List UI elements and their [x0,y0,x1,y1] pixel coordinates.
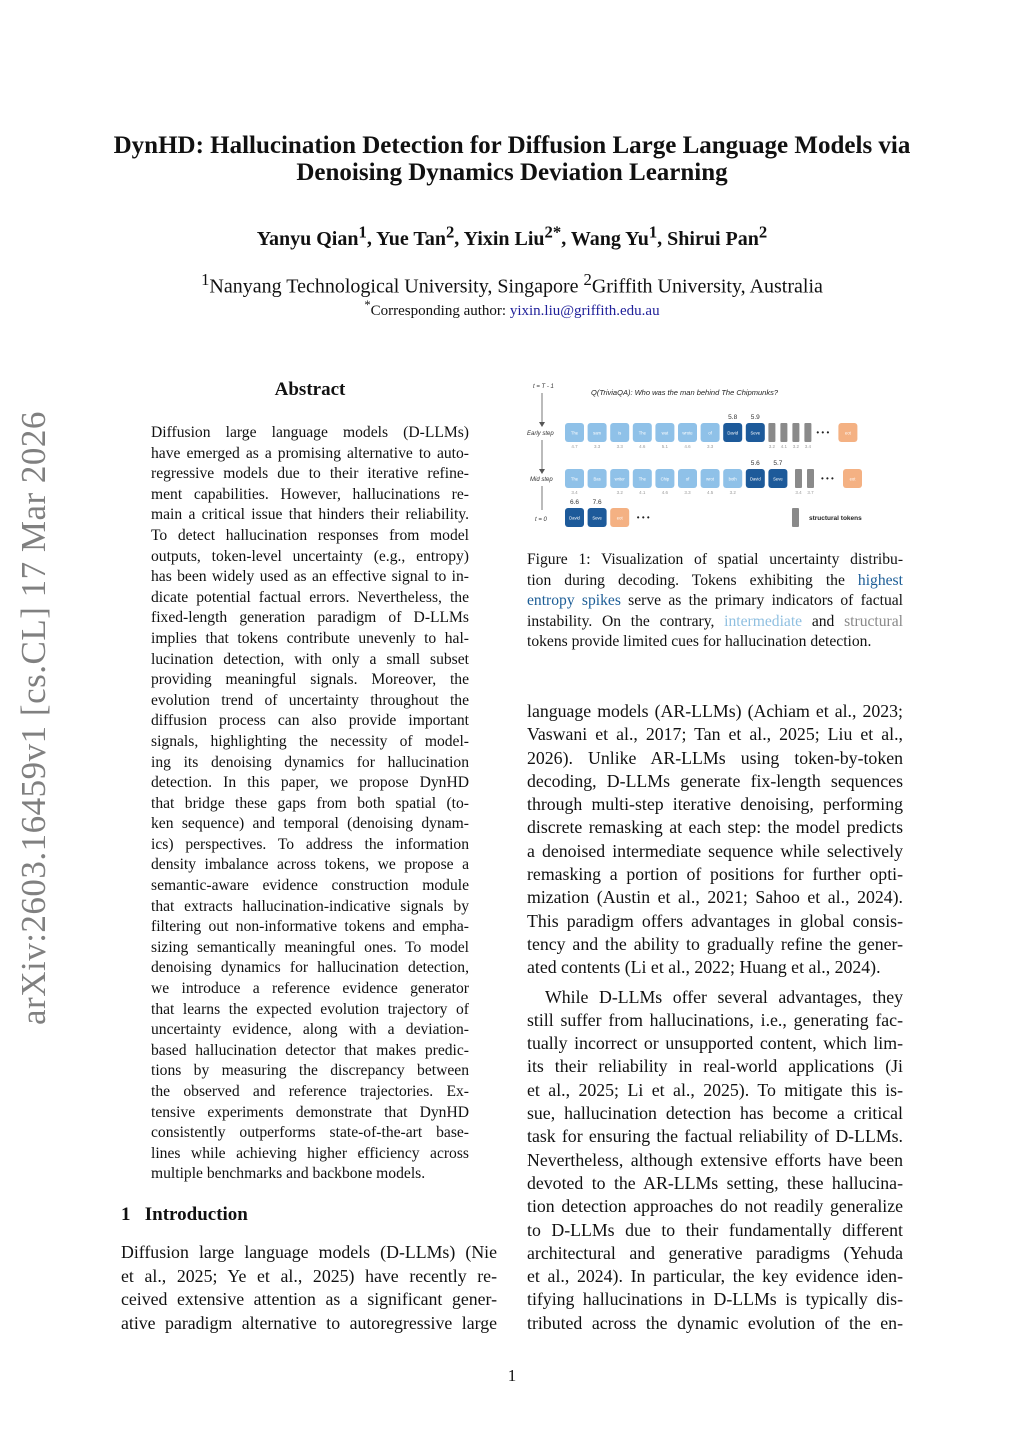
text-line: ated contents (Li et al., 2022; Huang et al., 2024). [527,957,881,978]
intermediate-token-label: of [685,476,690,482]
abstract-line: density imbalance across tokens, we propose a [151,856,469,874]
text-line: Vaswani et al., 2017; Tan et al., 2025; Liu et al., [527,724,903,745]
entropy-spike-token-label: David [749,476,761,482]
structural-token [792,423,799,442]
token-entropy-value: 4.1 [639,490,646,495]
intermediate-token-label: The [638,430,646,436]
caption-line: instability. On the contrary, intermediate and structural [527,612,903,630]
text-line: This paradigm offers advantages in global consis- [527,910,903,931]
text-line: decoding, D-LLMs generate fix-length sequences [527,770,903,791]
author: Wang Yu$^1$ [570,222,658,250]
text-line: Diffusion large language models (D-LLMs) (Nie [121,1242,497,1262]
abstract-line: fixed-length generation paradigm of D-LLMs [151,609,469,627]
arxiv-identifier: arXiv:2603.16459v1 [cs.CL] 17 Mar 2026 [14,411,53,1025]
text-line: ative paradigm alternative to autoregressive large [121,1312,497,1333]
abstract-line: ing its denoising dynamics for hallucination [151,753,469,771]
structural-token [807,469,814,488]
abstract-line: dicate potential factual errors. Nevertheless, the [151,588,469,606]
abstract-line: ment capabilities. However, hallucinations re- [151,485,469,503]
mid-step-tokens [565,460,862,495]
abstract-line: tions by measuring the discrepancy between [151,1062,469,1080]
text-line: et al., 2025; Li et al., 2025). To mitigate this is- [527,1079,903,1100]
abstract-heading: Abstract [274,379,346,400]
token-entropy-value: 3.3 [593,444,601,449]
entropy-spike-token-label: Seve [750,430,761,436]
text-line: through multi-step iterative denoising, performing [527,794,903,815]
title-line-2: Denoising Dynamics Deviation Learning [296,159,728,186]
abstract-line: signals, highlighting the necessity of model- [151,732,469,750]
text-line: tually incorrect or unsupported content, which lim- [527,1033,903,1054]
text-line: While D-LLMs offer several advantages, they [545,986,903,1007]
text-line: tency and the ability to gradually refine the gener- [527,933,903,954]
text-line: mization (Austin et al., 2021; Sahoo et al., 2024). [527,887,903,908]
author-list: Yanyu Qian$^1$, Yue Tan$^2$, Yixin Liu$^{2*}$, Wang Yu$^1$, Shirui Pan$^2$ [256,222,768,250]
caption-line: Figure 1: Visualization of spatial uncertainty distribu- [527,551,904,568]
eot-token-label: eot [844,430,851,436]
token-entropy-value: 3.3 [706,444,714,449]
abstract-line: ken sequence) and temporal (denoising dynam- [151,815,469,833]
intermediate-token-label: The [638,476,646,482]
abstract-line: evolution trend of uncertainty throughout the [151,691,469,709]
intermediate-token-label: of [708,430,712,436]
intermediate-token-label: wrote [682,430,693,436]
token-entropy-value: 3.7 [807,490,814,495]
token-entropy-value: 3.2 [792,444,800,449]
abstract-line: denoising dynamics for hallucination detection, [151,959,469,977]
abstract-line: lucination detection, with only a small subset [151,650,469,668]
entropy-spike-token-label: David [569,515,580,521]
figure-question: Q(TriviaQA): Who was the man behind The Chipmunks? [591,388,779,397]
text-line: still suffer from hallucinations, i.e., generating fac- [527,1009,903,1030]
abstract-line: sizing semantically meaningful ones. To model [151,938,469,956]
title-line-1: DynHD: Hallucination Detection for Diffusion Large Language Models via [113,132,911,159]
token-entropy-value: 3.4 [804,444,812,449]
token-entropy-value: 4.6 [639,444,646,449]
abstract-line: consistently outperforms state-of-the-art base- [151,1124,469,1142]
time-start-label: t = T - 1 [533,384,554,390]
email-link[interactable]: yixin.liu@griffith.edu.au [509,303,660,319]
abstract-line: that learns the expected evolution trajectory of [151,1000,469,1018]
text-line: to D-LLMs due to their fundamentally different [527,1219,903,1240]
paper-title [100,132,924,186]
intermediate-token-label: The [570,476,579,482]
intro-right-column [527,700,903,1335]
corresponding-author: *Corresponding author: yixin.liu@griffith.edu.au [364,298,660,319]
early-step-label: Early step [527,431,554,437]
entropy-spike-token-label: David [727,430,739,436]
caption-line: tion during decoding. Tokens exhibiting the highest [527,571,903,589]
time-arrow-head [539,422,545,427]
text-line: discrete remasking at each step: the model predicts [527,817,903,838]
figure-caption [527,550,903,653]
text-line: tributed across the dynamic evolution of the en- [527,1312,903,1333]
mid-step-label: Mid step [530,477,553,483]
token-entropy-value: 3.2 [768,444,776,449]
section-heading: 1 Introduction [121,1204,248,1225]
author: Yue Tan$^2$ [376,222,455,250]
text-line: devoted to the AR-LLMs setting, these hallucina- [527,1172,903,1193]
abstract-line: regressive models due to their iterative refine- [151,465,469,483]
text-line: a denoised intermediate sequence while selectively [527,840,903,861]
final-step-tokens [565,499,650,527]
token-entropy-value: 4.7 [571,444,578,449]
spike-entropy-value: 7.6 [592,499,602,506]
entropy-spike-token-label: Seve [592,515,602,521]
abstract-body [151,423,469,1185]
structural-token-legend-swatch [792,508,799,527]
eot-token-label: eot [616,515,623,521]
token-entropy-value: 3.2 [616,490,623,495]
intermediate-token-label: sam [593,430,602,436]
abstract-line: ics) perspectives. To address the information [151,835,469,853]
spike-entropy-value: 6.6 [569,499,580,506]
intermediate-token-label: Bas [593,476,601,482]
early-step-tokens [565,414,857,449]
text-line: sue, hallucination detection has become a critical [527,1103,903,1124]
ellipsis: • • • [816,428,830,437]
token-entropy-value: 4.1 [780,444,788,449]
structural-tokens-legend: structural tokens [809,515,862,522]
entropy-spike-token-label: Seve [773,476,783,482]
token-entropy-value: 3.3 [616,444,623,449]
abstract-line: that extracts hallucination-indicative signals by [151,897,469,915]
page-number: 1 [507,1366,517,1385]
text-line: tion detection approaches do not readily generalize [527,1196,903,1217]
text-line: its their reliability in real-world applications (Ji [527,1056,903,1077]
author: Yanyu Qian$^1$ [256,222,367,250]
abstract-line: diffusion process can also provide important [151,712,469,730]
text-line: tifying hallucinations in D-LLMs is typically dis- [527,1289,903,1310]
abstract-line: multiple benchmarks and backbone models. [151,1165,426,1183]
token-entropy-value: 3.3 [684,490,691,495]
abstract-line: filtering out non-informative tokens and empha- [151,918,469,936]
text-line: architectural and generative paradigms (Yehuda [527,1242,903,1263]
abstract-line: providing meaningful signals. Moreover, the [151,671,469,689]
time-arrow-head [539,469,545,474]
ellipsis: • • • [821,474,834,483]
abstract-line: that bridge these gaps from both spatial (to- [151,794,469,812]
abstract-line: semantic-aware evidence construction module [151,877,469,895]
abstract-line: uncertainty evidence, along with a deviation- [151,1021,469,1039]
intermediate-token-label: Chip [660,476,670,482]
abstract-line: the observed and reference trajectories. Ex- [151,1083,469,1100]
token-entropy-value: 4.6 [684,444,691,449]
spike-entropy-value: 5.7 [773,460,783,467]
text-line: task for ensuring the factual reliability of D-LLMs. [527,1126,903,1147]
text-line: Nevertheless, although extensive efforts have been [527,1149,903,1170]
intermediate-token-label: wrot [706,476,715,482]
token-entropy-value: 4.5 [706,490,714,495]
text-line: language models (AR-LLMs) (Achiam et al., 2023; [527,701,903,721]
abstract-line: detection. In this paper, we propose DynHD [151,774,469,792]
caption-line: tokens provide limited cues for hallucination detection. [527,633,872,651]
author: Shirui Pan$^2$ [667,222,768,250]
ellipsis: • • • [636,513,650,522]
spike-entropy-value: 5.9 [750,414,760,421]
spike-entropy-value: 5.6 [750,460,760,467]
text-line: remasking a portion of positions for further opti- [527,864,903,885]
abstract-line: lines while achieving higher efficiency across [151,1144,469,1162]
token-entropy-value: 4.6 [661,490,669,495]
structural-token [795,469,802,488]
structural-token [768,423,775,442]
abstract-line: main a critical issue that hinders their reliability. [151,506,469,524]
intermediate-token-label: is [618,430,622,436]
abstract-line: based hallucination detector that makes predic- [151,1041,469,1059]
intermediate-token-label: writer [614,476,625,482]
text-line: 2026). Unlike AR-LLMs using token-by-token [527,747,903,768]
author: Yixin Liu$^{2*}$ [463,222,562,250]
structural-token [780,423,787,442]
token-entropy-value: 3.4 [795,490,802,495]
text-line: et al., 2025; Ye et al., 2025) have recently re- [121,1265,497,1286]
structural-token [804,423,811,442]
abstract-line: tensive experiments demonstrate that DynHD [151,1103,469,1121]
intermediate-token-label: wat [661,430,669,436]
abstract-line: have emerged as a promising alternative to auto- [151,444,469,462]
figure-1 [525,378,905,538]
abstract-line: outputs, token-level uncertainty (e.g., entropy) [151,547,469,565]
intermediate-token-label: The [570,430,579,436]
time-end-label: t = 0 [535,517,547,523]
abstract-line: To detect hallucination responses from model [151,526,469,544]
token-entropy-value: 3.4 [571,490,578,495]
text-line: et al., 2024). In particular, the key evidence iden- [527,1266,903,1287]
abstract-line: has been widely used as an effective signal to in- [151,568,469,586]
abstract-line: implies that tokens contribute unevenly to hal- [151,629,469,647]
eot-token-label: eot [849,476,856,482]
spike-entropy-value: 5.8 [728,414,738,421]
text-line: ceived extensive attention as a significant gener- [121,1289,497,1309]
token-entropy-value: 3.2 [729,490,736,495]
intro-left-column [121,1241,497,1335]
abstract-line: we introduce a reference evidence generator [151,980,469,998]
caption-line: entropy spikes serve as the primary indicators of factual [527,592,904,610]
abstract-line: Diffusion large language models (D-LLMs) [151,424,469,441]
intermediate-token-label: both [728,476,737,482]
token-entropy-value: 5.1 [661,444,669,449]
affiliations: $^1$Nanyang Technological University, Singapore $^2$Griffith University, Australia [201,270,823,298]
